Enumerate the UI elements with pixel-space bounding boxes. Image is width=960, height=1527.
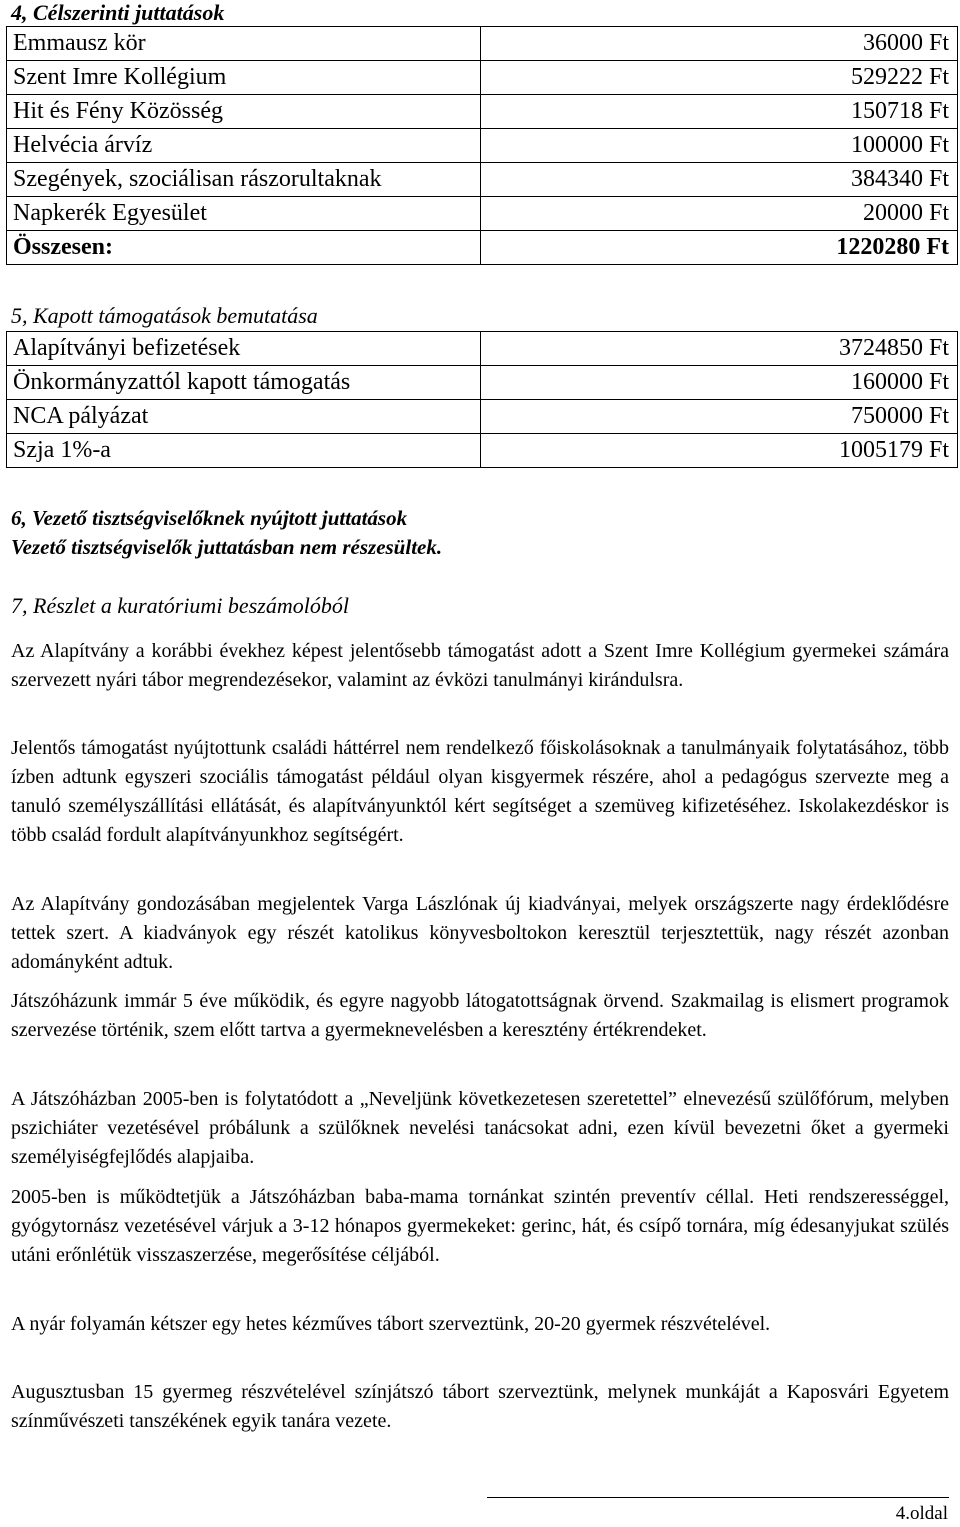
section-4-title: 4, Célszerinti juttatások bbox=[11, 0, 225, 25]
table-row bbox=[7, 129, 958, 163]
paragraph: 2005-ben is működtetjük a Játszóházban baba-mama tornánkat szintén preventív céllal. Heti rendszerességgel, gyógytornász vezetésével várjuk a 3-12 hónapos gyermekeket: gerinc, hát, és csípő tornára, míg édesanyjukat szülés utáni erőnlétük visszaszerzése, megerősítése céljából. bbox=[11, 1186, 949, 1266]
row-label: Napkerék Egyesület bbox=[7, 197, 481, 231]
row-label: Emmausz kör bbox=[7, 27, 481, 61]
section-6-title: 6, Vezető tisztségviselőknek nyújtott juttatások bbox=[11, 506, 408, 530]
row-amount: 529222 Ft bbox=[481, 61, 958, 95]
row-amount: 20000 Ft bbox=[481, 197, 958, 231]
row-label: Helvécia árvíz bbox=[7, 129, 481, 163]
table-row bbox=[7, 163, 958, 197]
section-5-table bbox=[6, 331, 958, 468]
total-label: Összesen: bbox=[7, 231, 481, 265]
row-amount: 36000 Ft bbox=[481, 27, 958, 61]
table-row bbox=[7, 332, 958, 366]
row-label: Szja 1%-a bbox=[7, 434, 481, 468]
table-row bbox=[7, 366, 958, 400]
row-amount: 100000 Ft bbox=[481, 129, 958, 163]
row-amount: 3724850 Ft bbox=[481, 332, 958, 366]
section-6-note: Vezető tisztségviselők juttatásban nem részesültek. bbox=[11, 535, 443, 559]
total-row bbox=[7, 231, 958, 265]
section-5-title: 5, Kapott támogatások bemutatása bbox=[11, 303, 318, 328]
row-amount: 160000 Ft bbox=[481, 366, 958, 400]
paragraph: A nyár folyamán kétszer egy hetes kézműves tábort szerveztünk, 20-20 gyermek részvételével. bbox=[11, 1313, 771, 1335]
paragraph: Jelentős támogatást nyújtottunk családi háttérrel nem rendelkező főiskolásoknak a tanulmányaik folytatásához, több ízben adtunk egyszeri szociális támogatást például olyan kisgyermek részére, ahol a pedagógus szervezte meg a tanuló személyszállítási ellátását, és alapítványunktól kért segítséget a szemüveg kifizetéséhez. Iskolakezdéskor is több család fordult alapítványunkhoz segítségért. bbox=[11, 737, 949, 846]
table-row bbox=[7, 400, 958, 434]
row-label: NCA pályázat bbox=[7, 400, 481, 434]
section-4-table bbox=[6, 26, 958, 265]
row-amount: 750000 Ft bbox=[481, 400, 958, 434]
row-label: Szent Imre Kollégium bbox=[7, 61, 481, 95]
footer-rule bbox=[487, 1497, 949, 1498]
row-label: Hit és Fény Közösség bbox=[7, 95, 481, 129]
row-label: Önkormányzattól kapott támogatás bbox=[7, 366, 481, 400]
paragraph: A Játszóházban 2005-ben is folytatódott a „Neveljünk következetesen szeretettel” elnevezésű szülőfórum, melyben pszichiáter vezetésével próbálunk a szülőknek nevelési tanácsokat adni, ezen kívül bevezetni őket a gyermeki személyiségfejlődés alapjaiba. bbox=[11, 1088, 949, 1168]
table-row bbox=[7, 95, 958, 129]
row-amount: 384340 Ft bbox=[481, 163, 958, 197]
table-row bbox=[7, 434, 958, 468]
row-label: Alapítványi befizetések bbox=[7, 332, 481, 366]
paragraph: Az Alapítvány gondozásában megjelentek Varga Lászlónak új kiadványai, melyek országszerte nagy érdeklődésre tettek szert. A kiadványok egy részét katolikus könyvesboltokon keresztül terjesztettük, nagy részét azonban adományként adtuk. bbox=[11, 893, 949, 973]
paragraph: Az Alapítvány a korábbi évekhez képest jelentősebb támogatást adott a Szent Imre Kollégium gyermekei számára szervezett nyári tábor megrendezésekor, valamint az évközi tanulmányi kirándulsra. bbox=[11, 640, 949, 691]
table-row bbox=[7, 27, 958, 61]
total-amount: 1220280 Ft bbox=[481, 231, 958, 265]
page-number: 4.oldal bbox=[895, 1503, 948, 1524]
paragraph: Augusztusban 15 gyermeg részvételével színjátszó tábort szerveztünk, melynek munkáját a Kaposvári Egyetem színművészeti tanszékének egyik tanára vezete. bbox=[11, 1381, 949, 1432]
table-row bbox=[7, 197, 958, 231]
row-amount: 1005179 Ft bbox=[481, 434, 958, 468]
table-row bbox=[7, 61, 958, 95]
row-label: Szegények, szociálisan rászorultaknak bbox=[7, 163, 481, 197]
paragraph: Játszóházunk immár 5 éve működik, és egyre nagyobb látogatottságnak örvend. Szakmailag is elismert programok szervezése történik, szem előtt tartva a gyermeknevelésben a keresztény értékrendeket. bbox=[11, 990, 949, 1041]
section-7-title: 7, Részlet a kuratóriumi beszámolóból bbox=[11, 593, 349, 618]
row-amount: 150718 Ft bbox=[481, 95, 958, 129]
